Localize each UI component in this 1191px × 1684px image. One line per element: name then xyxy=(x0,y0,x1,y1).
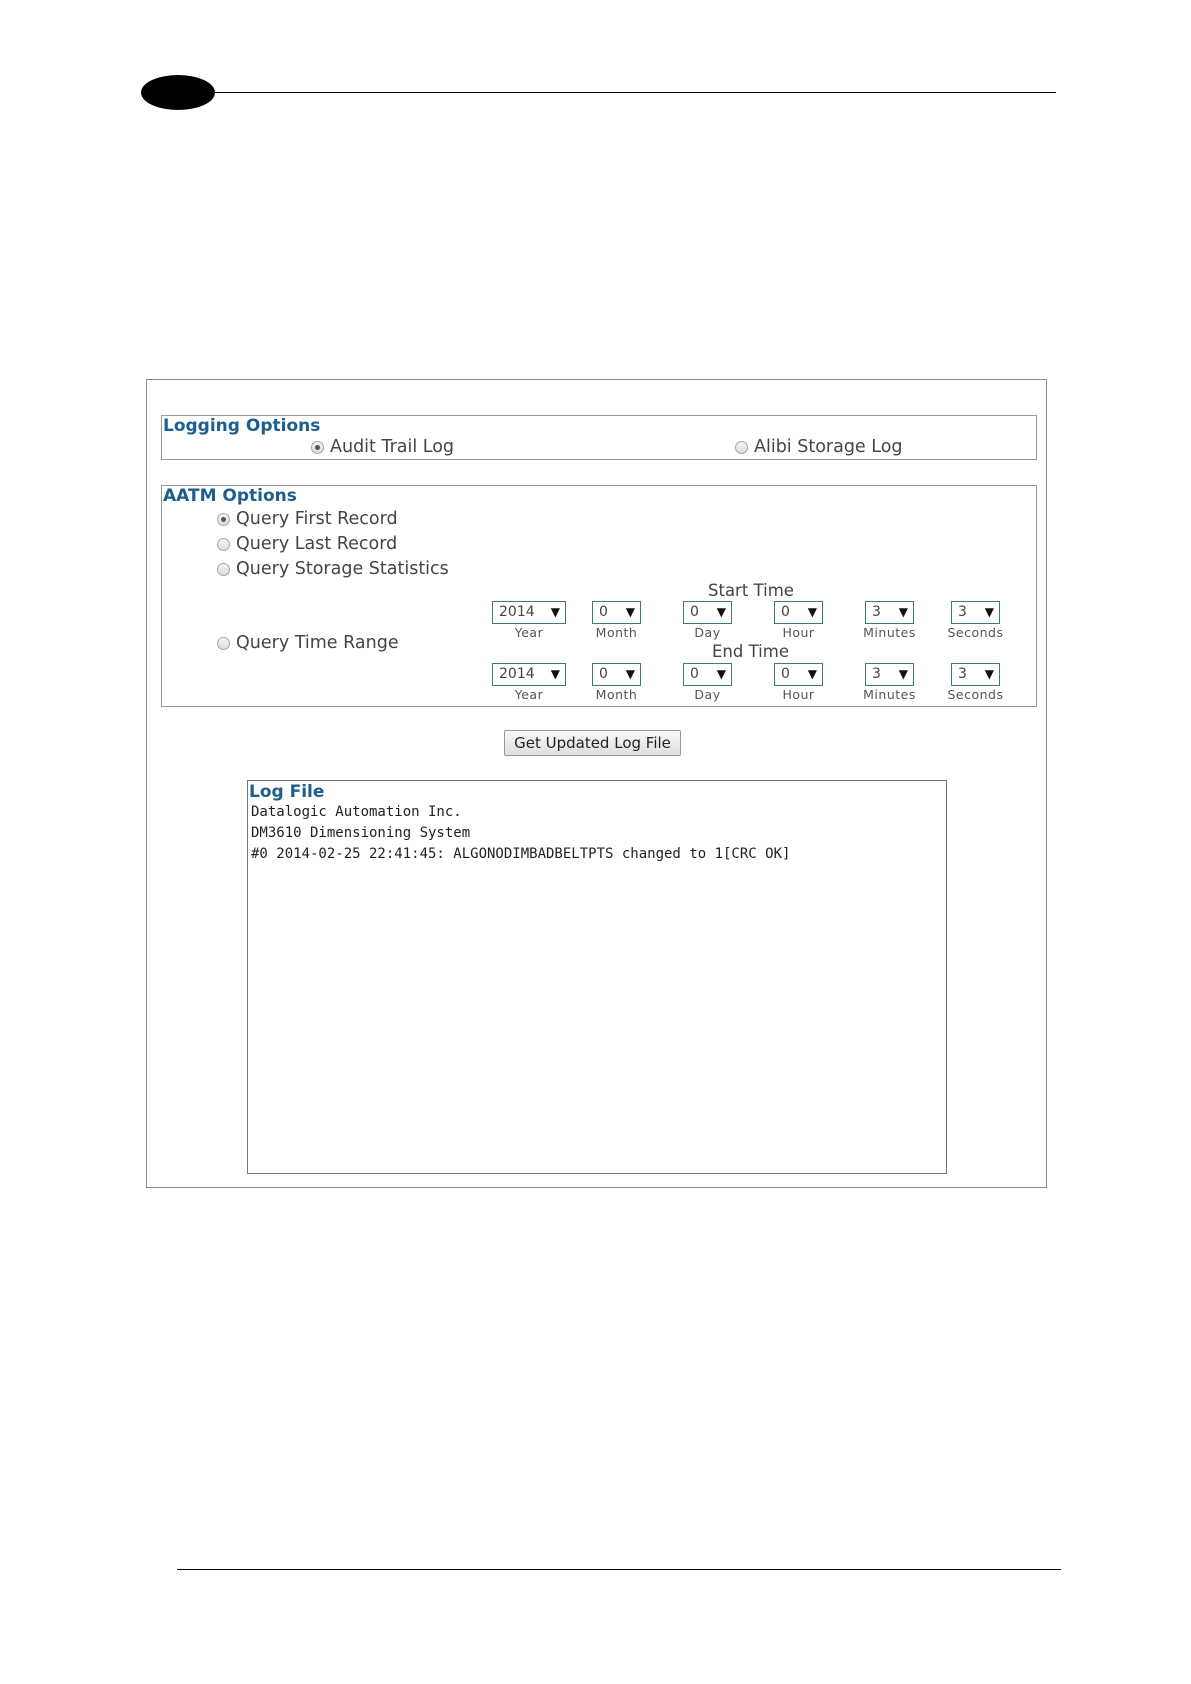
get-updated-log-file-button[interactable]: Get Updated Log File xyxy=(504,730,681,756)
logging-options-panel xyxy=(161,415,1037,460)
radio-icon[interactable] xyxy=(217,637,230,650)
end-minutes-select[interactable] xyxy=(865,663,914,686)
chevron-down-icon: ▼ xyxy=(807,667,817,681)
query-time-range-option[interactable] xyxy=(217,633,399,653)
start-year-value: 2014 xyxy=(499,604,535,620)
radio-icon[interactable] xyxy=(311,441,324,454)
radio-icon[interactable] xyxy=(217,563,230,576)
end-minutes-value: 3 xyxy=(872,666,881,682)
query-first-record-label: Query First Record xyxy=(236,509,398,529)
chevron-down-icon: ▼ xyxy=(984,667,994,681)
chevron-down-icon: ▼ xyxy=(984,605,994,619)
chevron-down-icon: ▼ xyxy=(625,605,635,619)
end-year-select[interactable] xyxy=(492,663,566,686)
end-day-select[interactable] xyxy=(683,663,732,686)
query-last-record-option[interactable] xyxy=(217,534,397,554)
logging-options-title: Logging Options xyxy=(163,416,321,436)
end-day-value: 0 xyxy=(690,666,699,682)
end-seconds-label: Seconds xyxy=(947,687,1004,702)
query-first-record-option[interactable] xyxy=(217,509,398,529)
start-hour-value: 0 xyxy=(781,604,790,620)
start-day-value: 0 xyxy=(690,604,699,620)
start-year-label: Year xyxy=(514,625,544,640)
start-seconds-value: 3 xyxy=(958,604,967,620)
query-storage-statistics-option[interactable] xyxy=(217,559,449,579)
end-year-label: Year xyxy=(514,687,544,702)
chevron-down-icon: ▼ xyxy=(898,667,908,681)
alibi-storage-log-option[interactable] xyxy=(735,437,903,457)
end-day-label: Day xyxy=(694,687,721,702)
start-seconds-label: Seconds xyxy=(947,625,1004,640)
aatm-options-title: AATM Options xyxy=(163,486,297,506)
alibi-storage-log-label: Alibi Storage Log xyxy=(754,437,903,457)
end-month-value: 0 xyxy=(599,666,608,682)
chevron-down-icon: ▼ xyxy=(550,605,560,619)
end-hour-select[interactable] xyxy=(774,663,823,686)
start-year-select[interactable] xyxy=(492,601,566,624)
start-day-label: Day xyxy=(694,625,721,640)
start-minutes-value: 3 xyxy=(872,604,881,620)
audit-trail-log-option[interactable] xyxy=(311,437,454,457)
end-seconds-value: 3 xyxy=(958,666,967,682)
end-time-caption: End Time xyxy=(712,642,789,661)
end-minutes-label: Minutes xyxy=(863,687,916,702)
query-last-record-label: Query Last Record xyxy=(236,534,398,554)
radio-icon[interactable] xyxy=(217,538,230,551)
aatm-options-panel xyxy=(161,485,1037,707)
log-line: Datalogic Automation Inc. xyxy=(251,804,462,820)
chevron-down-icon: ▼ xyxy=(807,605,817,619)
end-year-value: 2014 xyxy=(499,666,535,682)
end-hour-label: Hour xyxy=(782,687,815,702)
log-line: #0 2014-02-25 22:41:45: ALGONODIMBADBELTPTS changed to 1[CRC OK] xyxy=(251,846,791,862)
end-month-select[interactable] xyxy=(592,663,641,686)
start-month-value: 0 xyxy=(599,604,608,620)
start-hour-select[interactable] xyxy=(774,601,823,624)
start-day-select[interactable] xyxy=(683,601,732,624)
chevron-down-icon: ▼ xyxy=(716,667,726,681)
log-file-title: Log File xyxy=(249,782,325,802)
start-time-caption: Start Time xyxy=(708,581,794,600)
end-hour-value: 0 xyxy=(781,666,790,682)
start-seconds-select[interactable] xyxy=(951,601,1000,624)
log-file-textarea[interactable] xyxy=(247,780,947,1174)
radio-icon[interactable] xyxy=(217,513,230,526)
audit-trail-log-label: Audit Trail Log xyxy=(330,437,455,457)
query-time-range-label: Query Time Range xyxy=(236,633,399,653)
chevron-down-icon: ▼ xyxy=(898,605,908,619)
header-rule xyxy=(212,92,1056,93)
chapter-tab-marker xyxy=(141,75,215,110)
chevron-down-icon: ▼ xyxy=(716,605,726,619)
start-minutes-label: Minutes xyxy=(863,625,916,640)
footer-rule xyxy=(177,1569,1061,1570)
end-month-label: Month xyxy=(595,687,638,702)
start-month-label: Month xyxy=(595,625,638,640)
chevron-down-icon: ▼ xyxy=(625,667,635,681)
radio-icon[interactable] xyxy=(735,441,748,454)
end-seconds-select[interactable] xyxy=(951,663,1000,686)
start-hour-label: Hour xyxy=(782,625,815,640)
start-minutes-select[interactable] xyxy=(865,601,914,624)
log-line: DM3610 Dimensioning System xyxy=(251,825,471,841)
chevron-down-icon: ▼ xyxy=(550,667,560,681)
start-month-select[interactable] xyxy=(592,601,641,624)
query-storage-statistics-label: Query Storage Statistics xyxy=(236,559,449,579)
